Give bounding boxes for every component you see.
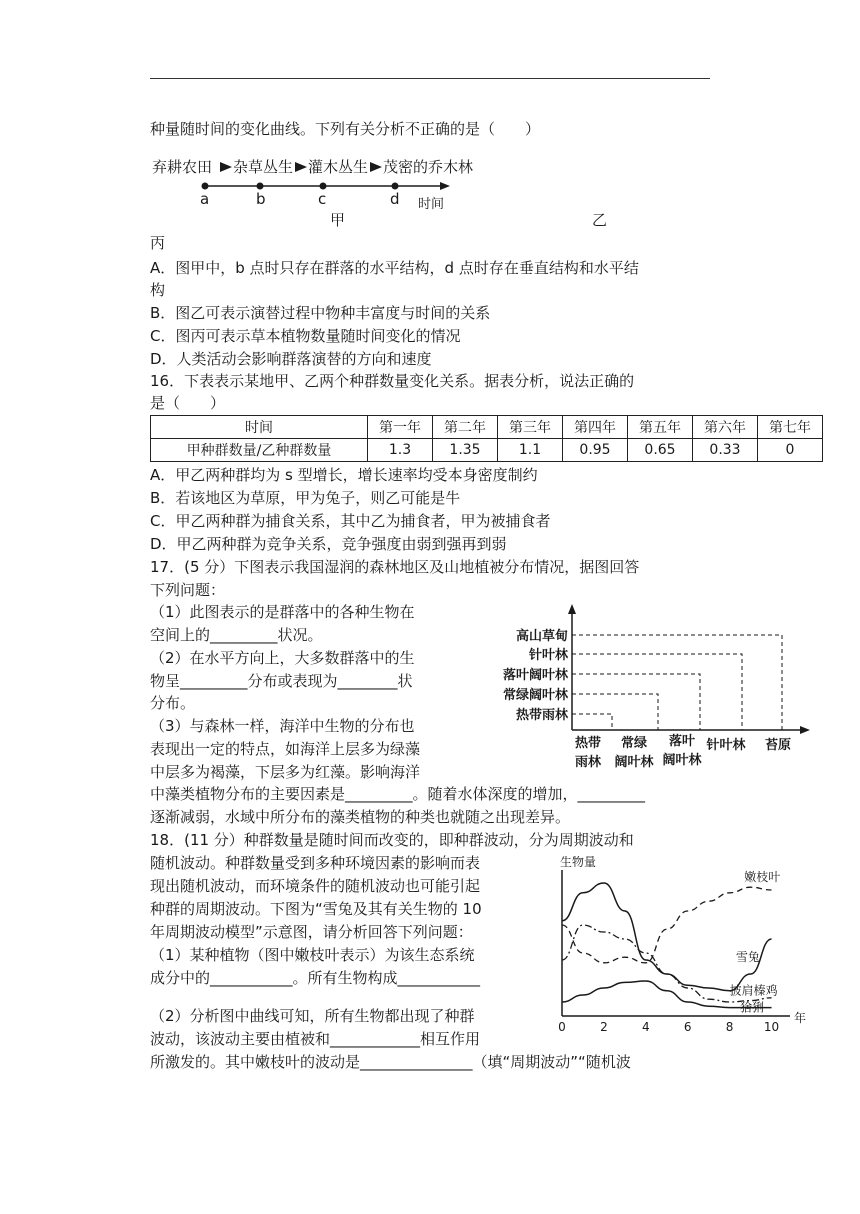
x-label: 针叶林 <box>706 738 746 753</box>
table-header-cell: 第五年 <box>628 416 693 439</box>
arrow-icon <box>370 162 382 172</box>
q17-part1: （1）此图表示的是群落中的各种生物在 <box>150 603 415 621</box>
table-header-cell: 第二年 <box>433 416 498 439</box>
table-header-row <box>151 416 823 439</box>
q18-stem-cont4: 年周期波动模型”示意图，请分析回答下列问题： <box>150 923 473 941</box>
q17-part2-end: 分布。 <box>150 694 196 712</box>
q17-part3-cont: 表现出一定的特点，如海洋上层多为绿藻 <box>150 740 421 758</box>
table-header-cell: 第三年 <box>498 416 563 439</box>
point-label: c <box>318 190 327 208</box>
q18-stem: 18．(11 分）种群数量是随时间而改变的，即种群波动，分为周期波动和 <box>150 831 634 849</box>
point-label: b <box>256 190 266 208</box>
q17-part3-cont3: 中藻类植物分布的主要因素是_________。随着水体深度的增加，_________ <box>150 785 646 803</box>
bound-evergreen <box>572 694 658 730</box>
series-label: 嫩枝叶 <box>744 870 781 885</box>
table-cell: 0.95 <box>563 439 628 462</box>
point-label: a <box>200 190 210 208</box>
table-cell: 0.33 <box>693 439 758 462</box>
q18-part1-cont: 成分中的___________。所有生物构成___________ <box>150 969 481 987</box>
x-label: 雨林 <box>574 755 602 770</box>
x-label: 阔叶林 <box>614 755 654 770</box>
y-label: 针叶林 <box>528 648 568 663</box>
axis-arrow-icon <box>440 182 450 190</box>
table-row-label: 甲种群数量/乙种群数量 <box>151 439 368 462</box>
table-header-cell: 第六年 <box>693 416 758 439</box>
q16-stem: 16．下表表示某地甲、乙两个种群数量变化关系。据表分析，说法正确的 <box>150 372 635 390</box>
bound-coniferous <box>572 654 742 730</box>
vegetation-diagram <box>472 602 822 782</box>
q17-part2-cont: 物呈_________分布或表现为________状 <box>150 672 413 690</box>
x-label: 常绿 <box>620 736 648 751</box>
q18-part2: （2）分析图中曲线可知，所有生物都出现了种群 <box>150 1007 475 1025</box>
table-cell: 1.1 <box>498 439 563 462</box>
q16-option-d: D．甲乙两种群为竞争关系，竞争强度由弱到强再到弱 <box>150 535 507 553</box>
table-row <box>151 439 823 462</box>
y-label: 常绿阔叶林 <box>502 688 568 703</box>
q18-stem-cont3: 种群的周期波动。下图为“雪兔及其有关生物的 10 <box>150 900 482 918</box>
y-axis-label: 生物量 <box>560 856 597 869</box>
figure-label-yi: 乙 <box>592 211 608 229</box>
y-label: 高山草甸 <box>515 629 568 644</box>
q15-option-b: B．图乙可表示演替过程中物种丰富度与时间的关系 <box>150 304 491 322</box>
q18-part2-cont: 波动，该波动主要由植被和____________相互作用 <box>150 1030 481 1048</box>
point-a <box>202 183 209 190</box>
q16-option-a: A．甲乙两种群均为 s 型增长，增长速率均受本身密度制约 <box>150 466 538 484</box>
q16-option-b: B．若该地区为草原，甲为兔子，则乙可能是牛 <box>150 489 461 507</box>
table-cell: 1.3 <box>368 439 433 462</box>
table-header-cell: 第四年 <box>563 416 628 439</box>
q17-part3-end: 逐渐减弱，水域中所分布的藻类植物的种类也就随之出现差异。 <box>150 808 571 826</box>
stage-label: 弃耕农田 <box>152 158 213 176</box>
q18-part1: （1）某种植物（图中嫩枝叶表示）为该生态系统 <box>150 946 475 964</box>
x-tick-label: 4 <box>641 1020 650 1034</box>
series-label: 猞猁 <box>740 1000 765 1015</box>
table-cell: 0.65 <box>628 439 693 462</box>
bound-deciduous <box>572 674 700 730</box>
q15-option-a: A．图甲中，b 点时只存在群落的水平结构，d 点时存在垂直结构和水平结 <box>150 259 639 277</box>
x-label: 苔原 <box>764 738 792 753</box>
bound-alpine-meadow <box>572 635 782 730</box>
table-header-cell: 第一年 <box>368 416 433 439</box>
point-b <box>257 183 264 190</box>
q18-part2-end: 所激发的。其中嫩枝叶的波动是_______________（填“周期波动”“随机波 <box>150 1053 631 1071</box>
x-label: 阔叶林 <box>662 753 702 768</box>
q17-part3: （3）与森林一样，海洋中生物的分布也 <box>150 717 415 735</box>
arrow-icon <box>295 162 307 172</box>
x-tick-label: 10 <box>763 1020 780 1034</box>
header-rule <box>150 78 710 79</box>
stage-label: 茂密的乔木林 <box>383 158 474 176</box>
q18-stem-cont: 随机波动。种群数量受到多种环境因素的影响而表 <box>150 854 481 872</box>
q16-option-c: C．甲乙两种群为捕食关系，其中乙为捕食者，甲为被捕食者 <box>150 512 551 530</box>
axis-arrow-icon <box>568 604 576 614</box>
y-label: 热带雨林 <box>515 708 568 723</box>
table-cell: 0 <box>758 439 823 462</box>
q17-stem: 17．(5 分）下图表示我国湿润的森林地区及山地植被分布情况，据图回答 <box>150 558 640 576</box>
stage-label: 灌木丛生 <box>308 158 369 176</box>
x-tick-label: 8 <box>725 1020 734 1034</box>
q17-stem-cont: 下列问题： <box>150 581 226 599</box>
figure-label-jia: 甲 <box>330 211 346 229</box>
q15-stem: 种量随时间的变化曲线。下列有关分析不正确的是（ ） <box>150 120 541 138</box>
bound-tropical <box>572 714 612 730</box>
succession-diagram <box>150 152 490 216</box>
x-axis-label: 年 <box>794 1011 807 1025</box>
x-tick-label: 0 <box>558 1020 566 1034</box>
x-tick-label: 2 <box>600 1020 608 1034</box>
series-label: 披肩榛鸡 <box>729 983 778 998</box>
time-axis-label: 时间 <box>418 197 445 212</box>
point-d <box>392 183 399 190</box>
vegetation-dashed-bounds <box>572 635 782 730</box>
population-wave-chart <box>540 856 820 1042</box>
figure-label-bing: 丙 <box>150 234 166 252</box>
q16-stem-cont: 是（ ） <box>150 394 226 412</box>
x-tick-label: 6 <box>683 1020 692 1034</box>
y-label: 落叶阔叶林 <box>502 668 568 683</box>
q18-stem-cont2: 现出随机波动，而环境条件的随机波动也可能引起 <box>150 877 481 895</box>
q17-part3-cont2: 中层多为褐藻，下层多为红藻。影响海洋 <box>150 763 421 781</box>
stage-label: 杂草丛生 <box>233 158 294 176</box>
table-header-cell: 第七年 <box>758 416 823 439</box>
population-ratio-table <box>150 415 823 462</box>
table-cell: 1.35 <box>433 439 498 462</box>
x-label: 热带 <box>574 736 602 751</box>
q17-part2: （2）在水平方向上，大多数群落中的生 <box>150 649 415 667</box>
axis-arrow-icon <box>800 726 810 734</box>
series-label: 雪兔 <box>735 949 760 964</box>
point-label: d <box>390 190 400 208</box>
q17-part1-cont: 空间上的_________状况。 <box>150 626 323 644</box>
point-c <box>320 183 327 190</box>
arrow-icon <box>220 162 232 172</box>
x-label: 落叶 <box>668 734 696 749</box>
q15-option-d: D．人类活动会影响群落演替的方向和速度 <box>150 350 432 368</box>
q15-option-c: C．图丙可表示草本植物数量随时间变化的情况 <box>150 327 461 345</box>
q15-option-a-cont: 构 <box>150 281 166 299</box>
table-header-cell: 时间 <box>151 416 368 439</box>
